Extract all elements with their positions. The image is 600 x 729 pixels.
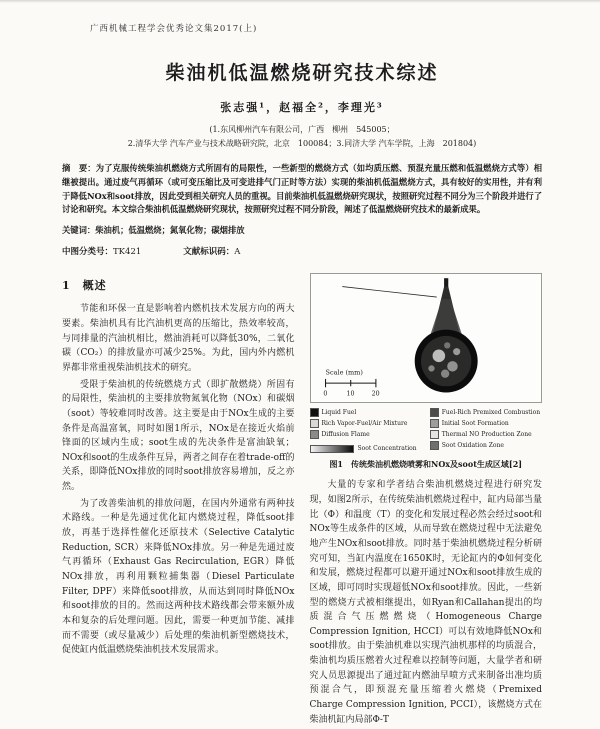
legend-label: Thermal NO Production Zone: [441, 431, 532, 439]
left-column: [62, 273, 295, 729]
legend-label: Initial Soot Formation: [441, 420, 509, 428]
classification-line: [62, 245, 542, 257]
scan-edge-artifact: [0, 0, 600, 3]
keywords-label: 关键词：: [62, 225, 96, 236]
soot-gradient-bar: [310, 445, 354, 453]
scale-label: Scale (mm): [325, 368, 363, 377]
soot-concentration-label: Soot Concentration: [357, 445, 417, 453]
legend-item: [430, 419, 542, 428]
clc-value: TK421: [113, 247, 142, 258]
legend-label: Soot Oxidation Zone: [441, 442, 504, 450]
doc-code-value: A: [234, 247, 241, 258]
liquid-fuel-swatch: [310, 408, 319, 417]
keywords-text: 柴油机；低温燃烧；氮氧化物；碳烟排放: [95, 225, 245, 236]
legend-item: [310, 419, 422, 428]
soot-concentration-row: [310, 444, 422, 453]
legend-item: [310, 408, 422, 417]
thermal-no-swatch: [430, 430, 439, 439]
legend-label: Rich Vapor-Fuel/Air Mixture: [321, 420, 408, 428]
figure-1: [310, 273, 543, 470]
legend-label: Diffusion Flame: [321, 431, 370, 439]
legend-item: [430, 430, 542, 439]
figure-legend: [310, 408, 543, 453]
right-column-paragraph: 大量的专家和学者结合柴油机燃烧过程进行研究发现，如图2所示，在传统柴油机燃烧过程中，缸内局部当量比（Φ）和温度（T）的变化和发展过程必然会经过soot和NOx等生成条件的区域，从而导致在燃烧过程中无法避免地产生NOx和soot排放。同时基于柴油机燃烧过程分析研究可知，当缸内温度在1650K时，无论缸内的Φ如何变化和发展，燃烧过程都可以避开通过NOx和soot排放生成的区域，即可同时实现超低NOx和soot排放。因此，一些新型的燃烧方式被相继提出，如Ryan和Callahan提出的均质混合气压燃燃烧（Homogeneous Charge Compression Ignition, HCCI）可以有效地降低NOx和soot排放。由于柴油机难以实现汽油机那样的均质混合，柴油机均质压燃着火过程难以控制等问题，大量学者和研究人员思源提出了通过缸内燃油早喷方式来制备出准均质预混合气，即预混充量压缩着火燃烧（Premixed Charge Compression Ignition, PCCI），该燃烧方式在柴油机缸内局部Φ-T: [309, 480, 542, 725]
authors-line: 张志强¹，赵福全²，李理光³: [220, 101, 384, 114]
affiliation-line-2: 2.清华大学 汽车产业与技术战略研究院，北京 100084；3.同济大学 汽车学院，上海 201804): [127, 138, 477, 148]
right-column: [310, 273, 543, 729]
section-1-paragraph: 受限于柴油机的传统燃烧方式（即扩散燃烧）所固有的局限性，柴油机的主要排放物氮氧化物（NOx）和碳烟（soot）等较难同时改善。这主要是由于NOx生成的主要条件是高温富氧，同时如图1所示，NOx是在接近火焰前锋面的区域内生成；soot生成的先决条件是富油缺氧；NOx和soot的生成条件互异，两者之间存在着trade-off的关系，即降低NOx排放的同时soot排放容易增加，反之亦然。: [62, 379, 295, 493]
legend-item: [430, 408, 542, 417]
legend-left-column: [310, 408, 422, 453]
spray-plume-graphic: [311, 274, 542, 402]
scale-tick-20: 20: [371, 390, 380, 398]
abstract-block: [62, 162, 542, 217]
abstract-label: 摘 要：: [62, 163, 96, 174]
affiliation-line-1: (1.东风柳州汽车有限公司，广西 柳州 545005；: [209, 125, 395, 134]
section-1-paragraph: 为了改善柴油机的排放问题，在国内外通常有两种技术路线。一种是先通过优化缸内燃烧过程，降低soot排放，再基于选择性催化还原技术（Selective Catalytic Reduction, SCR）来降低NOx排放。另一种是先通过废气再循环（Exhaust Gas Recirculation, EGR）降低NOx排放，再利用颗粒捕集器（Diesel Particulate Filter, DPF）来降低soot排放，从而达到同时降低NOx和soot排放的目的。然而这两种技术路线都会带来额外成本和复杂的后处理问题。因此，需要一种更加节能、减排而不需要（或尽量减少）后处理的柴油机新型燃烧技术，促使缸内低温燃烧柴油机技术发展需求。: [62, 498, 295, 656]
rich-vapor-swatch: [310, 419, 319, 428]
legend-item: [310, 430, 422, 439]
abstract-text: 为了克服传统柴油机燃烧方式所固有的局限性，一些新型的燃烧方式（如均质压燃、预混充量压燃和低温燃烧方式等）相继被提出。通过废气再循环（或可变压缩比及可变进排气门正时等方法）实现的柴油机低温燃烧方式，具有较好的实用性，并有利于降低NOx和soot排放，因此受到相关研究人员的重视。目前柴油机低温燃烧研究现状，按照研究过程不同分为三个阶段并进行了讨论和研究。本文综合柴油机低温燃烧研究现状，按照研究过程不同分阶段，阐述了低温燃烧研究技术的最新成果。: [62, 163, 542, 215]
two-column-body: [62, 273, 542, 729]
fuel-rich-premixed-swatch: [430, 408, 439, 417]
initial-soot-swatch: [430, 419, 439, 428]
scale-tick-0: 0: [322, 390, 327, 398]
doc-code-label: 文献标识码：: [183, 247, 235, 258]
running-header: 广西机械工程学会优秀论文集2017(上): [90, 24, 258, 34]
legend-label: Liquid Fuel: [321, 409, 357, 417]
keywords-line: [62, 224, 542, 236]
diffusion-flame-swatch: [310, 430, 319, 439]
section-1-heading: 1 概述: [62, 279, 107, 293]
figure-1-caption: 图1 传统柴油机燃烧喷雾和NOx及soot生成区域[2]: [329, 459, 523, 470]
soot-oxidation-swatch: [430, 441, 439, 450]
paper-title: 柴油机低温燃烧研究技术综述: [165, 62, 439, 84]
scale-tick-10: 10: [346, 390, 355, 398]
legend-item: [430, 441, 542, 450]
legend-right-column: [430, 408, 542, 453]
legend-label: Fuel-Rich Premixed Combustion: [441, 409, 541, 417]
diesel-spray-image: [310, 273, 543, 403]
clc-label: 中图分类号：: [62, 247, 114, 258]
section-1-paragraph: 节能和环保一直是影响着内燃机技术发展方向的两大要素。柴油机具有比汽油机更高的压缩比，热效率较高，与同排量的汽油机相比，燃油消耗可以降低30%，二氧化碳（CO₂）的排放量亦可减少25%。为此，国内外内燃机界都非常重视柴油机技术的研究。: [62, 304, 295, 373]
